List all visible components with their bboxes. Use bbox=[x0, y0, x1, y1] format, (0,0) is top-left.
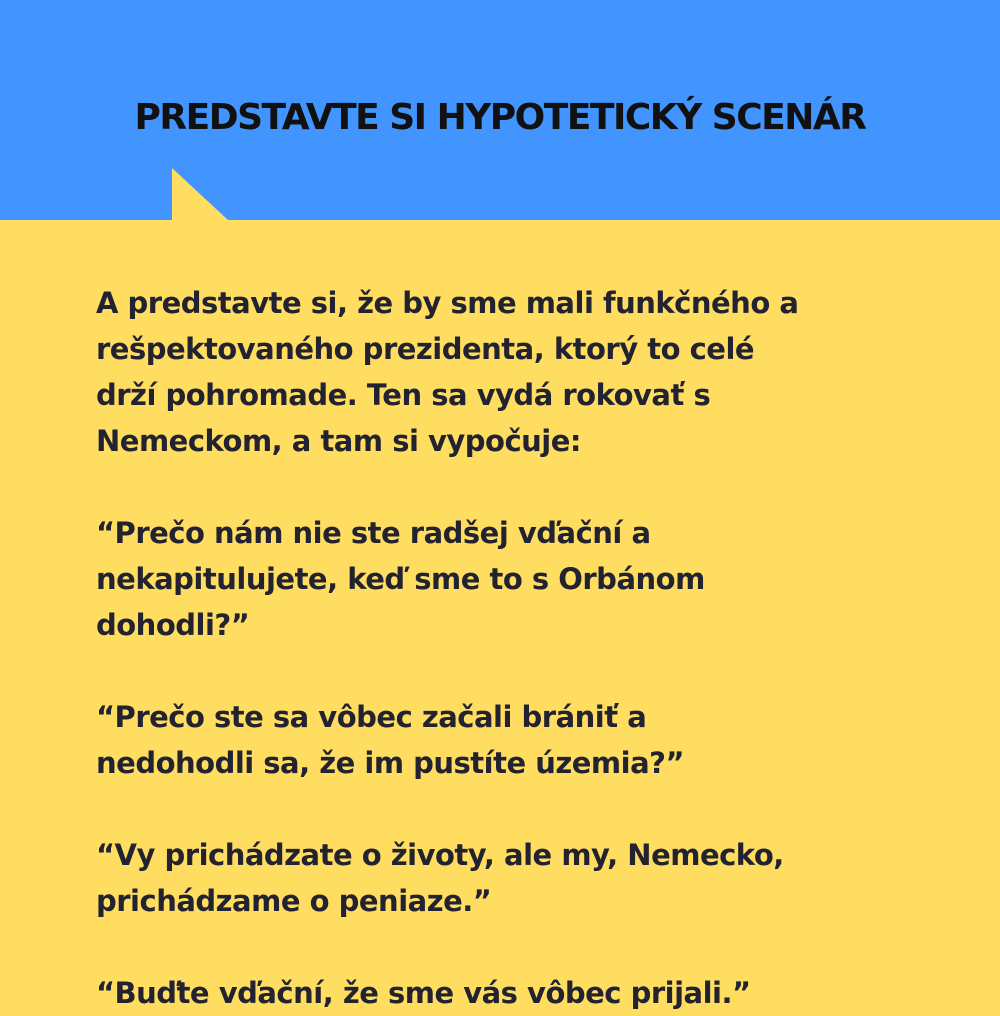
quote-paragraph: “Prečo ste sa vôbec začali brániť a nedohodli sa, že im pustíte územia?” bbox=[96, 700, 685, 780]
scenario-text bbox=[96, 280, 956, 1016]
quote-paragraph: “Prečo nám nie ste radšej vďační a nekapitulujete, keď sme to s Orbánom dohodli?” bbox=[96, 516, 705, 642]
quote-paragraph: “Buďte vďační, že sme vás vôbec prijali.” bbox=[96, 976, 751, 1010]
quote-paragraph: “Vy prichádzate o životy, ale my, Nemecko, prichádzame o peniaze.” bbox=[96, 838, 784, 918]
headline: PREDSTAVTE SI HYPOTETICKÝ SCENÁR bbox=[134, 97, 866, 138]
intro-paragraph: A predstavte si, že by sme mali funkčného a rešpektovaného prezidenta, ktorý to celé drží pohromade. Ten sa vydá rokovať s Nemeckom, a tam si vypočuje: bbox=[96, 286, 799, 458]
